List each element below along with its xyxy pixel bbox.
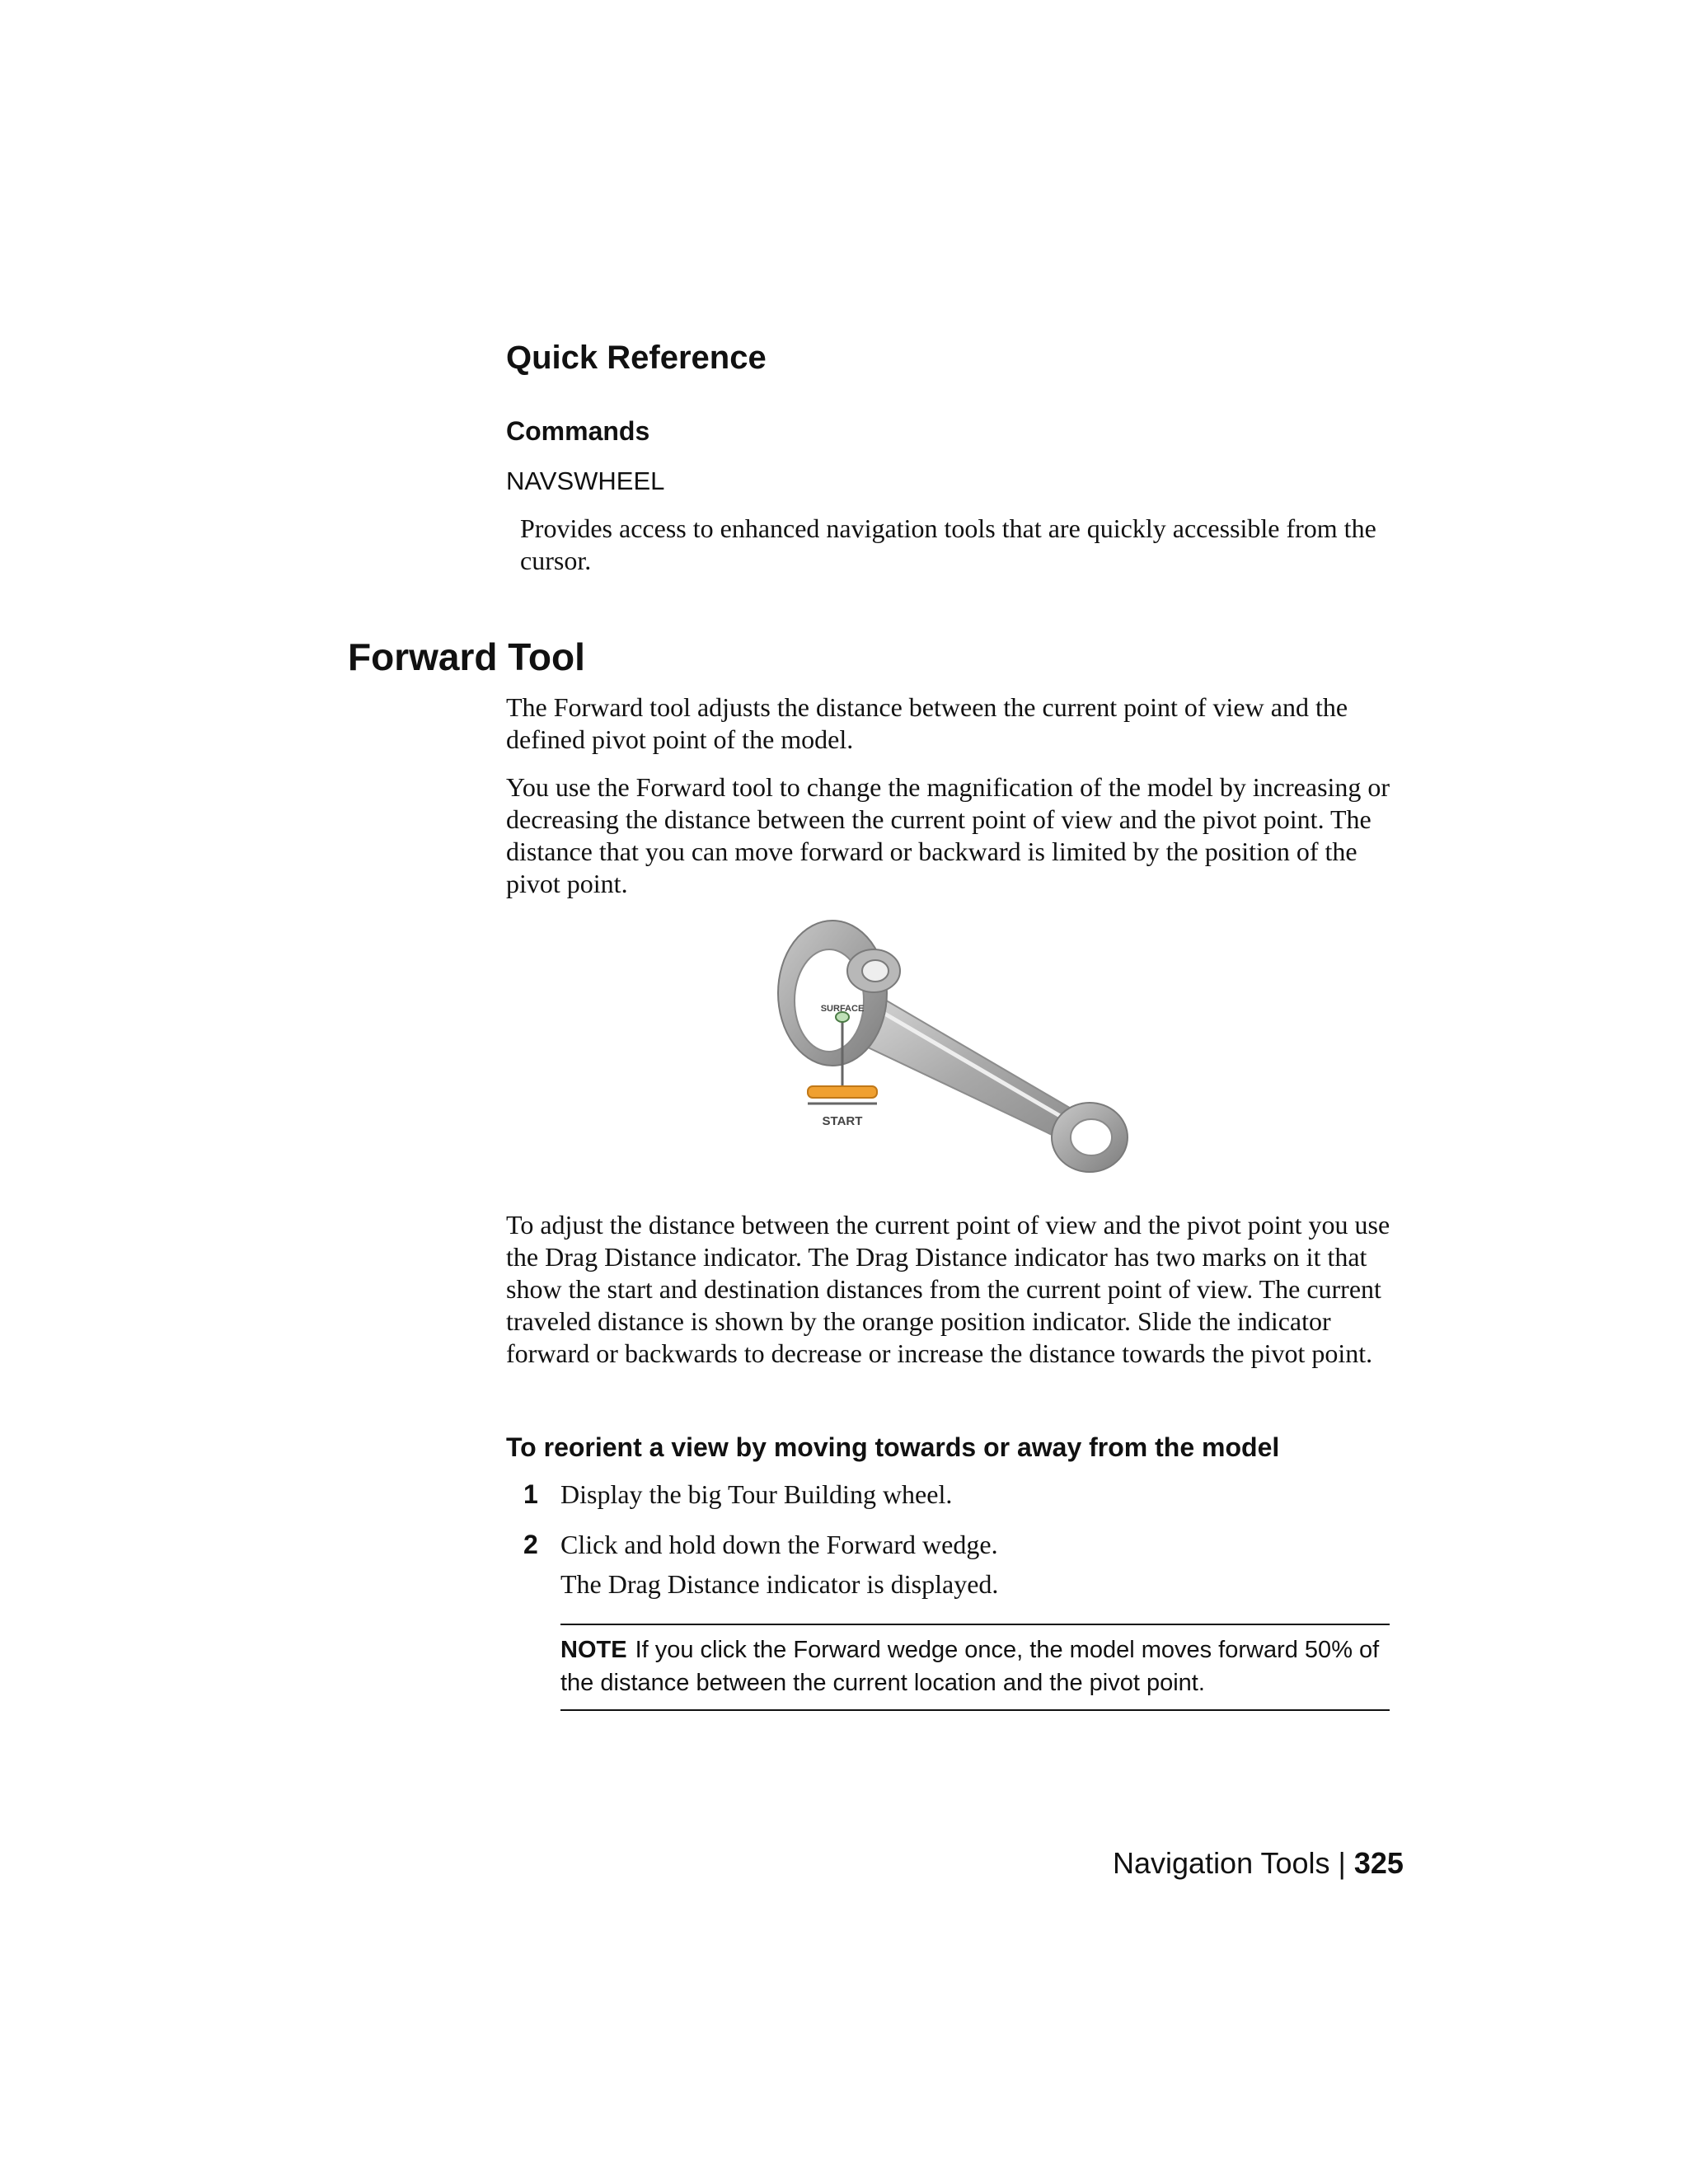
step-text: Click and hold down the Forward wedge. [560, 1530, 998, 1559]
step-text: Display the big Tour Building wheel. [560, 1479, 953, 1509]
paragraph-drag-distance: To adjust the distance between the current point of view and the pivot point you use the Drag Distance indicator. The Drag Distance indicator has two marks on it that show the start and destination distances from the current point of view. The current traveled distance is shown by the orange position indicator. Slide the indicator forward or backwards to decrease or increase the distance towards the pivot point. [506, 1210, 1390, 1368]
step-number: 2 [523, 1530, 538, 1559]
command-name: NAVSWHEEL [506, 466, 665, 495]
note-label: NOTE [560, 1637, 627, 1663]
footer-chapter: Navigation Tools [1113, 1846, 1330, 1880]
footer-separator: | [1338, 1846, 1346, 1880]
step-result: The Drag Distance indicator is displayed. [560, 1569, 999, 1599]
start-label: START [822, 1114, 863, 1128]
paragraph-intro: The Forward tool adjusts the distance between the current point of view and the defined pivot point of the model. [506, 692, 1348, 754]
paragraph-magnification: You use the Forward tool to change the magnification of the model by increasing or decreasing the distance between the current point of view and the pivot point. The distance that you can move forward or backward is limited by the position of the pivot point. [506, 772, 1390, 898]
quick-reference-heading: Quick Reference [506, 340, 767, 376]
note-text: If you click the Forward wedge once, the model moves forward 50% of the distance between the current location and the pivot point. [560, 1637, 1380, 1696]
surface-label: SURFACE [820, 1004, 865, 1014]
step-number: 1 [523, 1479, 538, 1509]
page-number: 325 [1353, 1846, 1404, 1880]
procedure-heading: To reorient a view by moving towards or away from the model [506, 1432, 1280, 1462]
command-description: Provides access to enhanced navigation tools that are quickly accessible from the cursor. [520, 513, 1376, 575]
connecting-rod [778, 921, 1128, 1172]
page-footer [1113, 1846, 1404, 1881]
note-box [560, 1624, 1390, 1711]
orange-position-indicator [808, 1086, 877, 1098]
connecting-rod-figure [750, 915, 1146, 1195]
commands-heading: Commands [506, 416, 650, 446]
section-title: Forward Tool [348, 635, 585, 678]
